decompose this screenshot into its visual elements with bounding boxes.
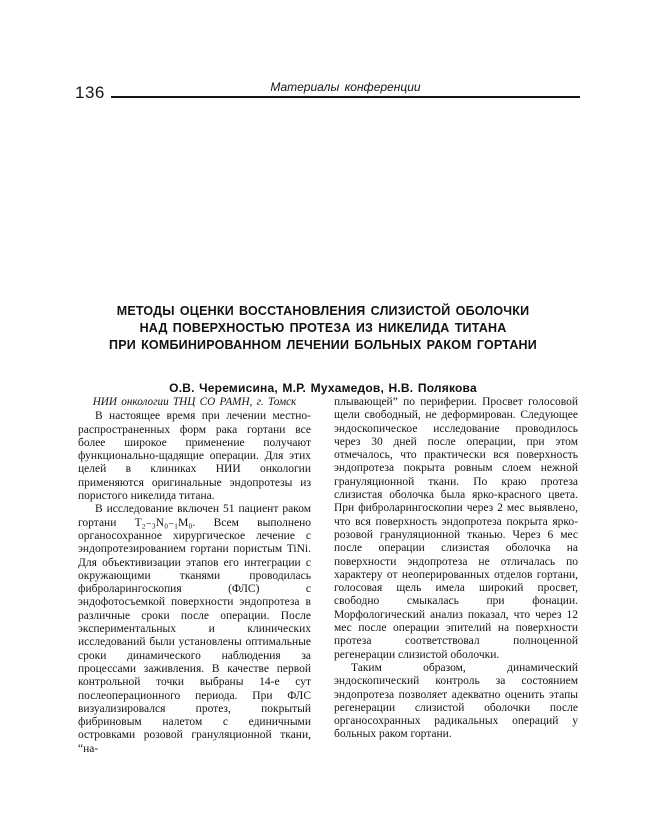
page-number: 136 [75,83,105,102]
article-title-line: ПРИ КОМБИНИРОВАННОМ ЛЕЧЕНИИ БОЛЬНЫХ РАКОМ ГОРТАНИ [109,338,537,352]
left-column [78,396,311,756]
header-rule [111,78,580,98]
right-column [334,396,578,756]
authors: О.В. Черемисина, М.Р. Мухамедов, Н.В. Полякова [169,381,477,395]
article-title-line: МЕТОДЫ ОЦЕНКИ ВОССТАНОВЛЕНИЯ СЛИЗИСТОЙ ОБОЛОЧКИ [116,304,530,318]
paragraph: Таким образом, динамический эндоскопический контроль за состоянием эндопротеза позволяет адекватно оценить этапы регенерации слизистой оболочки после органосохранных радикальных операций у больных раком гортани. [334,661,578,741]
affiliation: НИИ онкологии ТНЦ СО РАМН, г. Томск [92,396,297,408]
paragraph: В исследование включен 51 пациент раком гортани T₂₋₃N₀₋₁M₀. Всем выполнено органосохранное хирургическое лечение с эндопротезированием гортани пористым TiNi. Для объективизации этапов его интеграции с окружающими тканями проводилась фиброларингоскопия (ФЛС) с эндофотосъемкой поверхности эндопротеза в различные сроки после операции. После экспериментальных и клинических исследований были установлены оптимальные сроки динамического наблюдения за процессами заживления. В качестве первой контрольной точки выбраны 14-е сут послеоперационного периода. При ФЛС визуализировался протез, покрытый фибриновым налетом с единичными островками розовой грануляционной ткани, “на- [78,503,311,755]
title-block [0,303,646,395]
page-header [75,78,580,102]
paragraph-continuation: плывающей” по периферии. Просвет голосовой щели свободный, не деформирован. Следующее эндоскопическое исследование проводилось через 30 дней после операции, при этом отмечалось, что практически вся поверхность эндопротеза покрыта ровным слоем нежной грануляционной ткани. По краю протеза слизистая оболочка была ярко-красного цвета. При фиброларингоскопии через 2 мес выявлено, что вся поверхность эндопротеза покрыта ярко-розовой грануляционной тканью. Через 6 мес после операции слизистая оболочка на поверхности эндопротеза не отличалась по характеру от неоперированных отделов гортани, голосовая щель имела широкий просвет, свободно смыкалась при фонации. Морфологический анализ показал, что через 12 мес после операции эпителий на поверхности протеза соответствовал полноценной регенерации слизистой оболочки. [334,396,578,661]
article-title-line: НАД ПОВЕРХНОСТЬЮ ПРОТЕЗА ИЗ НИКЕЛИДА ТИТАНА [139,321,507,335]
running-head: Материалы конференции [270,80,421,94]
paragraph: В настоящее время при лечении местно-распространенных форм рака гортани все более широкое применение получают функционально-щадящие операции. Для этих целей в клиниках НИИ онкологии применяются оригинальные эндопротезы из пористого никелида титана. [78,410,311,503]
article-title [0,303,646,354]
article-body [78,396,578,756]
